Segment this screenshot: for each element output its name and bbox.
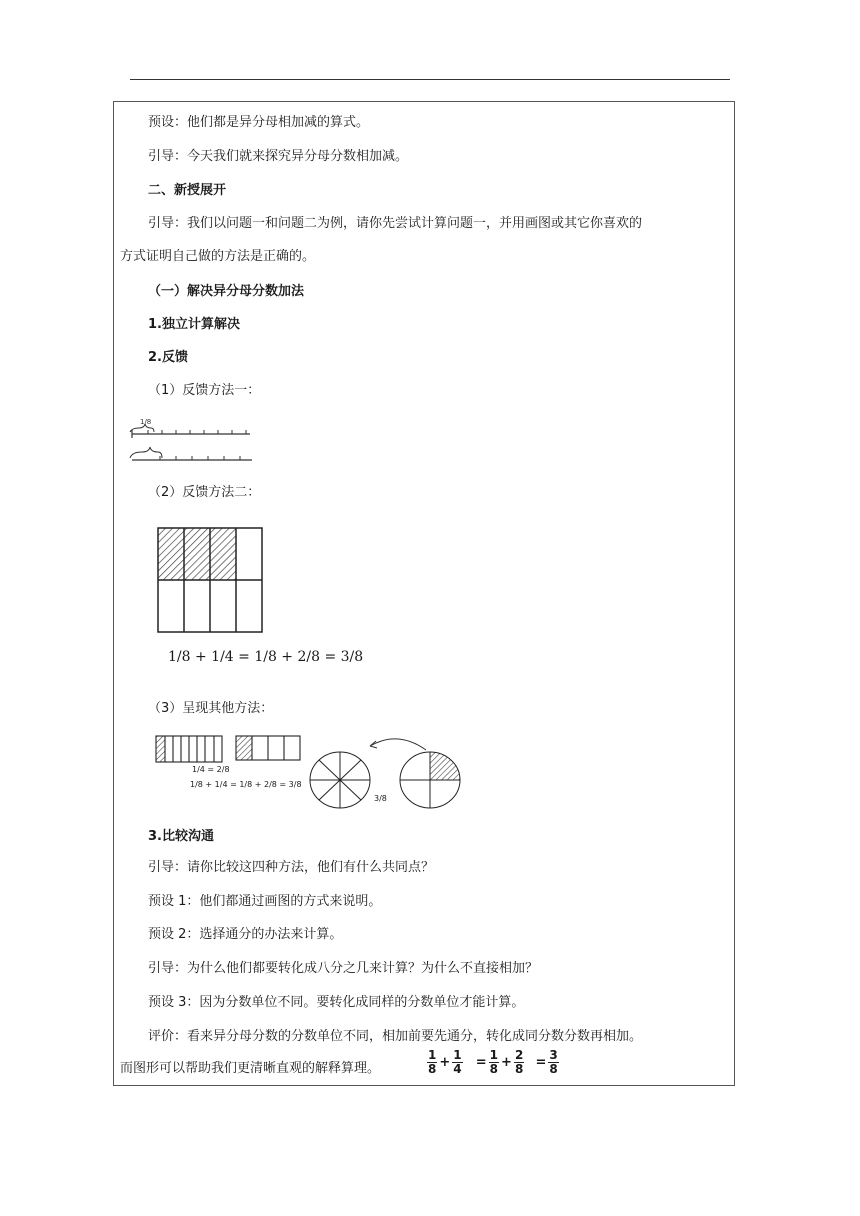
circle-label: 3/8 xyxy=(374,794,387,803)
step-2-heading: 2.反馈 xyxy=(148,350,188,365)
guide-question-2: 引导：为什么他们都要转化成八分之几来计算？为什么不直接相加？ xyxy=(148,961,539,976)
preset-line: 预设：他们都是异分母相加减的算式。 xyxy=(148,115,370,130)
evaluation-line-cont: 而图形可以帮助我们更清晰直观的解释算理。 xyxy=(120,1061,381,1076)
fraction-3: $\frac{1}{8}$ xyxy=(489,1048,499,1076)
section-heading-new: 二、新授展开 xyxy=(148,183,227,198)
guide-line-2: 引导：我们以问题一和问题二为例，请你先尝试计算问题一，并用画图或其它你喜欢的 xyxy=(148,216,643,231)
method-3-label: （3）呈现其他方法： xyxy=(148,701,274,716)
shaded-grid-figure xyxy=(150,522,270,637)
subsection-heading-add: （一）解决异分母分数加法 xyxy=(148,284,305,299)
preset-answer-1: 预设 1：他们都通过画图的方式来说明。 xyxy=(148,894,382,909)
step-1-heading: 1.独立计算解决 xyxy=(148,317,240,332)
fraction-5: $\frac{3}{8}$ xyxy=(549,1048,558,1076)
fraction-1: $\frac{1}{8}$ xyxy=(428,1048,437,1076)
fraction-2: $\frac{1}{4}$ xyxy=(453,1048,462,1076)
number-line-figure xyxy=(122,412,262,468)
evaluation-line: 评价：看来异分母分数的分数单位不同，相加前要先通分，转化成同分数分数再相加。 xyxy=(148,1029,643,1044)
preset-answer-2: 预设 2：选择通分的办法来计算。 xyxy=(148,927,343,942)
header-rule xyxy=(130,79,730,80)
guide-line-2-cont: 方式证明自己做的方法是正确的。 xyxy=(120,249,316,264)
final-formula: $\frac{1}{8}$ + $\frac{1}{4}$ = $\frac{1}{8}$ + $\frac{2}{8}$ = $\frac{3}{8}$ xyxy=(428,1048,558,1076)
number-line-label: 1/8 xyxy=(140,418,152,426)
step-3-heading: 3.比较沟通 xyxy=(148,829,214,844)
handwritten-equation-2: 1/8 + 1/4 = 1/8 + 2/8 = 3/8 xyxy=(168,649,364,665)
preset-answer-3: 预设 3：因为分数单位不同。要转化成同样的分数单位才能计算。 xyxy=(148,995,525,1010)
fraction-4: $\frac{2}{8}$ xyxy=(514,1048,524,1076)
handwritten-equation-3b: 1/8 + 1/4 = 1/8 + 2/8 = 3/8 xyxy=(190,780,302,789)
method-2-label: （2）反馈方法二： xyxy=(148,485,261,500)
handwritten-equation-3a: 1/4 = 2/8 xyxy=(192,765,230,774)
compare-question: 引导：请你比较这四种方法，他们有什么共同点？ xyxy=(148,860,435,875)
guide-line: 引导：今天我们就来探究异分母分数相加减。 xyxy=(148,149,409,164)
method-1-label: （1）反馈方法一： xyxy=(148,383,261,398)
